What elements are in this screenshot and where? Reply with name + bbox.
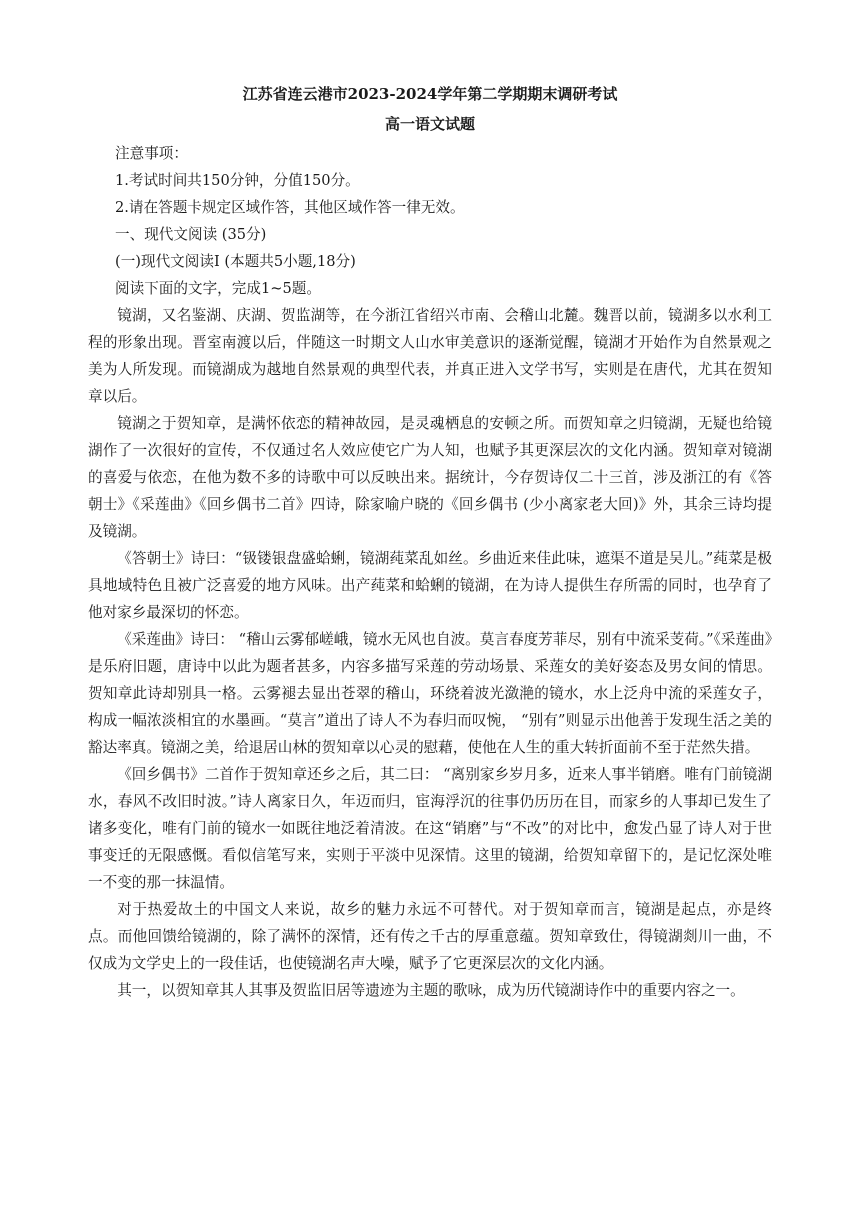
body-paragraph: 《采莲曲》诗曰： “稽山云雾郁嵯峨，镜水无风也自波。莫言春度芳菲尽，别有中流采芰荷。”《采莲曲》是乐府旧题，唐诗中以此为题者甚多，内容多描写采莲的劳动场景、采莲女的美好姿态及男女间的情思。贺知章此诗却别具一格。云雾褪去显出苍翠的稽山，环绕着波光潋滟的镜水，水上泛舟中流的采莲女子，构成一幅浓淡相宜的水墨画。“莫言”道出了诗人不为春归而叹惋， “别有”则显示出他善于发现生活之美的豁达率真。镜湖之美，给退居山林的贺知章以心灵的慰藉，使他在人生的重大转折面前不至于茫然失措。 — [88, 631, 772, 756]
body-paragraph: 对于热爱故土的中国文人来说，故乡的魅力永远不可替代。对于贺知章而言，镜湖是起点，亦是终点。而他回馈给镜湖的，除了满怀的深情，还有传之千古的厚重意蕴。贺知章致仕，得镜湖剡川一曲，不仅成为文学史上的一段佳话，也使镜湖名声大噪，赋予了它更深层次的文化内涵。 — [88, 901, 772, 972]
section-heading: 一、现代文阅读 (35分) — [115, 226, 267, 243]
document-body — [88, 140, 772, 1004]
body-paragraph: 其一，以贺知章其人其事及贺监旧居等遗迹为主题的歌咏，成为历代镜湖诗作中的重要内容之一。 — [117, 982, 745, 999]
exam-title: 江苏省连云港市2023-2024学年第二学期期末调研考试 — [242, 85, 618, 103]
exam-subtitle: 高一语文试题 — [384, 115, 475, 133]
body-paragraph: 镜湖之于贺知章，是满怀依恋的精神故园，是灵魂栖息的安顿之所。而贺知章之归镜湖，无疑也给镜湖作了一次很好的宣传，不仅通过名人效应使它广为人知，也赋予其更深层次的文化内涵。贺知章对镜湖的喜爱与依恋，在他为数不多的诗歌中可以反映出来。据统计，今存贺诗仅二十三首，涉及浙江的有《答朝士》《采莲曲》《回乡偶书二首》四诗，除家喻户晓的《回乡偶书 (少小离家老大回)》外，其余三诗均提及镜湖。 — [88, 415, 772, 540]
notice-heading: 注意事项： — [115, 145, 188, 162]
notice-item: 1.考试时间共150分钟，分值150分。 — [115, 172, 360, 189]
body-paragraph: 《答朝士》诗曰：“钑镂银盘盛蛤蜊，镜湖莼菜乱如丝。乡曲近来佳此味，遮渠不道是吴儿。”莼菜是极具地域特色且被广泛喜爱的地方风味。出产莼菜和蛤蜊的镜湖，在为诗人提供生存所需的同时，也孕育了他对家乡最深切的怀恋。 — [88, 550, 772, 621]
body-paragraph: 《回乡偶书》二首作于贺知章还乡之后，其二曰： “离别家乡岁月多，近来人事半销磨。唯有门前镜湖水，春风不改旧时波。”诗人离家日久，年迈而归，宦海浮沉的往事仍历历在目，而家乡的人事却已发生了诸多变化，唯有门前的镜水一如既往地泛着清波。在这“销磨”与“不改”的对比中，愈发凸显了诗人对于世事变迁的无限感慨。看似信笔写来，实则于平淡中见深情。这里的镜湖，给贺知章留下的，是记忆深处唯一不变的那一抹温情。 — [88, 766, 772, 891]
reading-instruction: 阅读下面的文字，完成1~5题。 — [115, 280, 321, 297]
body-paragraph: 镜湖，又名鉴湖、庆湖、贺监湖等，在今浙江省绍兴市南、会稽山北麓。魏晋以前，镜湖多以水利工程的形象出现。晋室南渡以后，伴随这一时期文人山水审美意识的逐渐觉醒，镜湖才开始作为自然景观之美为人所发现。而镜湖成为越地自然景观的典型代表，并真正进入文学书写，实则是在唐代，尤其在贺知章以后。 — [88, 307, 772, 405]
notice-item: 2.请在答题卡规定区域作答，其他区域作答一律无效。 — [115, 199, 465, 216]
section-subheading: (一)现代文阅读Ⅰ (本题共5小题,18分) — [115, 253, 356, 270]
